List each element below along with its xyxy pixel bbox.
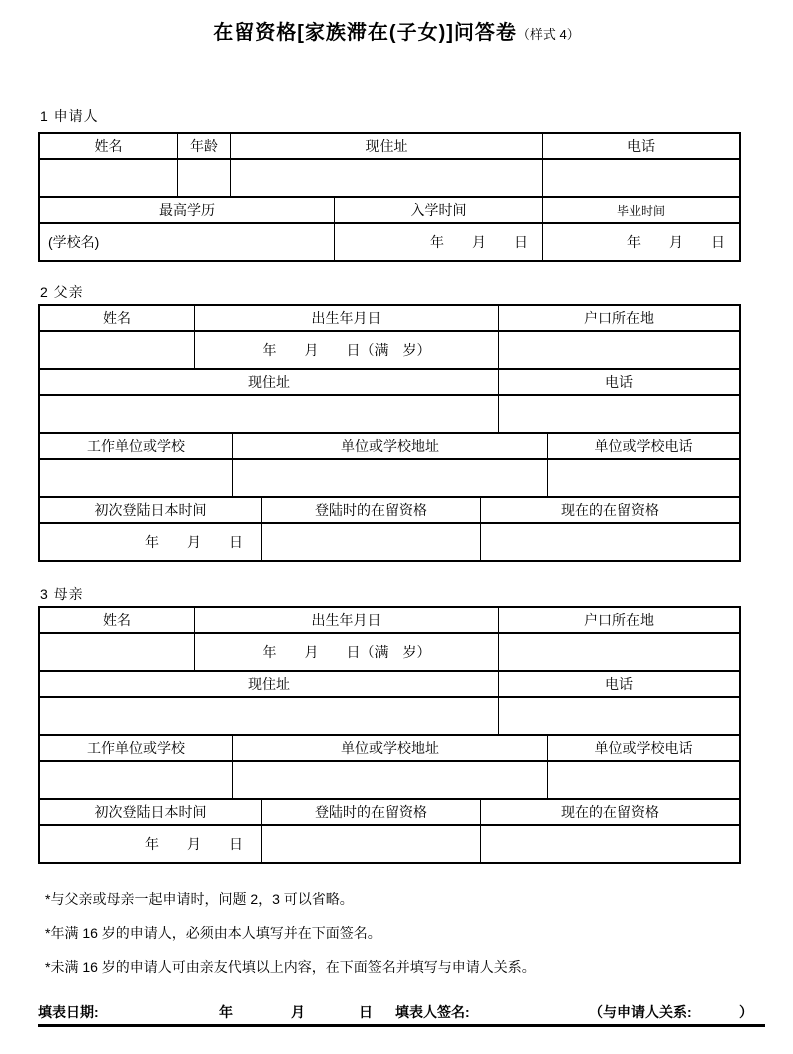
father-name-field-cell (40, 332, 194, 368)
mother-identity-group (40, 608, 739, 670)
fill-date-label: 填表日期: (38, 1004, 99, 1020)
mother-name-header: 姓名 (103, 612, 131, 628)
mother-phone-field-cell (498, 698, 739, 734)
signature-line (38, 1002, 765, 1027)
mother-work-phone-header: 单位或学校电话 (547, 736, 739, 760)
mother-identity-header-row (40, 608, 739, 632)
father-landing-status-header: 登陆时的在留资格 (261, 498, 480, 522)
applicant-grad-time-header: 毕业时间 (542, 198, 739, 222)
mother-current-status-header: 现在的在留资格 (480, 800, 739, 824)
father-landing-status-field-cell (261, 524, 480, 560)
applicant-header-row (40, 134, 739, 158)
mother-address-field-cell (40, 698, 498, 734)
father-work-entry-row (40, 458, 739, 496)
filler-signature-label: 填表人签名: (395, 1004, 470, 1020)
mother-identity-entry-row (40, 632, 739, 670)
mother-address-entry-row (40, 696, 739, 734)
mother-work-address-field-cell (232, 762, 547, 798)
father-identity-group (40, 306, 739, 368)
mother-address-header-row (40, 672, 739, 696)
father-address-header-row (40, 370, 739, 394)
father-address-entry-row (40, 394, 739, 432)
applicant-grad-date-cell: 年 月 日 (542, 224, 739, 260)
page-title (0, 16, 793, 45)
mother-registry-header: 户口所在地 (498, 608, 739, 632)
mother-work-address-header: 单位或学校地址 (232, 736, 547, 760)
mother-current-status-field-cell (480, 826, 739, 862)
mother-status-group (40, 798, 739, 862)
father-work-header: 工作单位或学校 (87, 438, 185, 454)
father-first-landing-header: 初次登陆日本时间 (94, 502, 207, 518)
applicant-table (38, 132, 741, 262)
applicant-school-name-cell: (学校名) (48, 234, 100, 250)
father-address-group (40, 368, 739, 432)
fill-date-day-label: 日 (359, 1004, 373, 1020)
mother-address-header: 现住址 (248, 676, 290, 692)
father-birth-date-cell: 年 月 日（满 岁） (194, 332, 498, 368)
mother-work-header-row (40, 736, 739, 760)
section-label-father: 2 父亲 (40, 284, 84, 300)
page-title-main: 在留资格[家族滞在(子女)]问答卷 (213, 22, 517, 44)
mother-work-entry-row (40, 760, 739, 798)
mother-phone-header: 电话 (498, 672, 739, 696)
mother-registry-field-cell (498, 634, 739, 670)
father-landing-date-cell: 年 月 日 (145, 534, 243, 550)
note-line-3: *未满 16 岁的申请人可由亲友代填以上内容，在下面签名并填写与申请人关系。 (45, 959, 536, 975)
father-work-field-cell (40, 460, 232, 496)
fill-date-year-label: 年 (219, 1004, 233, 1020)
mother-work-group (40, 734, 739, 798)
notes-block (45, 882, 536, 984)
father-table (38, 304, 741, 562)
applicant-name-header: 姓名 (94, 138, 123, 154)
applicant-address-header: 现住址 (230, 134, 542, 158)
father-registry-header: 户口所在地 (498, 306, 739, 330)
mother-first-landing-header: 初次登陆日本时间 (94, 804, 207, 820)
father-status-entry-row (40, 522, 739, 560)
section-label-mother: 3 母亲 (40, 586, 84, 602)
father-current-status-header: 现在的在留资格 (480, 498, 739, 522)
mother-landing-date-cell: 年 月 日 (145, 836, 243, 852)
father-work-group (40, 432, 739, 496)
mother-landing-status-header: 登陆时的在留资格 (261, 800, 480, 824)
father-name-header: 姓名 (103, 310, 131, 326)
father-birth-header: 出生年月日 (194, 306, 498, 330)
father-phone-field-cell (498, 396, 739, 432)
applicant-table-top-group (40, 134, 739, 196)
applicant-entry-row (40, 158, 739, 196)
applicant-age-field-cell (177, 160, 230, 196)
father-status-header-row (40, 498, 739, 522)
mother-birth-date-cell: 年 月 日（满 岁） (194, 634, 498, 670)
mother-work-field-cell (40, 762, 232, 798)
page-title-suffix: （样式 4） (516, 27, 580, 42)
applicant-phone-field-cell (542, 160, 739, 196)
mother-status-header-row (40, 800, 739, 824)
mother-table (38, 606, 741, 864)
father-registry-field-cell (498, 332, 739, 368)
father-status-group (40, 496, 739, 560)
mother-address-group (40, 670, 739, 734)
applicant-table-education-group (40, 196, 739, 260)
note-line-2: *年满 16 岁的申请人，必须由本人填写并在下面签名。 (45, 925, 382, 941)
applicant-address-field-cell (230, 160, 542, 196)
father-work-address-header: 单位或学校地址 (232, 434, 547, 458)
father-current-status-field-cell (480, 524, 739, 560)
father-work-phone-field-cell (547, 460, 739, 496)
father-address-header: 现住址 (248, 374, 290, 390)
father-work-address-field-cell (232, 460, 547, 496)
applicant-age-header: 年龄 (177, 134, 230, 158)
relation-close-paren: ） (739, 1004, 753, 1020)
mother-work-phone-field-cell (547, 762, 739, 798)
applicant-phone-header: 电话 (542, 134, 739, 158)
father-work-header-row (40, 434, 739, 458)
father-work-phone-header: 单位或学校电话 (547, 434, 739, 458)
father-address-field-cell (40, 396, 498, 432)
mother-birth-header: 出生年月日 (194, 608, 498, 632)
note-line-1: *与父亲或母亲一起申请时，问题 2，3 可以省略。 (45, 891, 354, 907)
applicant-education-header: 最高学历 (159, 202, 215, 218)
fill-date-month-label: 月 (291, 1004, 305, 1020)
applicant-enroll-time-header: 入学时间 (334, 198, 542, 222)
mother-name-field-cell (40, 634, 194, 670)
applicant-enroll-date-cell: 年 月 日 (334, 224, 542, 260)
applicant-education-entry-row (40, 222, 739, 260)
mother-landing-status-field-cell (261, 826, 480, 862)
father-identity-header-row (40, 306, 739, 330)
father-identity-entry-row (40, 330, 739, 368)
applicant-education-header-row (40, 198, 739, 222)
mother-status-entry-row (40, 824, 739, 862)
father-phone-header: 电话 (498, 370, 739, 394)
mother-work-header: 工作单位或学校 (87, 740, 185, 756)
section-label-applicant: 1 申请人 (40, 108, 99, 124)
applicant-name-field-cell (40, 160, 177, 196)
relation-to-applicant-label: （与申请人关系: (589, 1004, 692, 1020)
